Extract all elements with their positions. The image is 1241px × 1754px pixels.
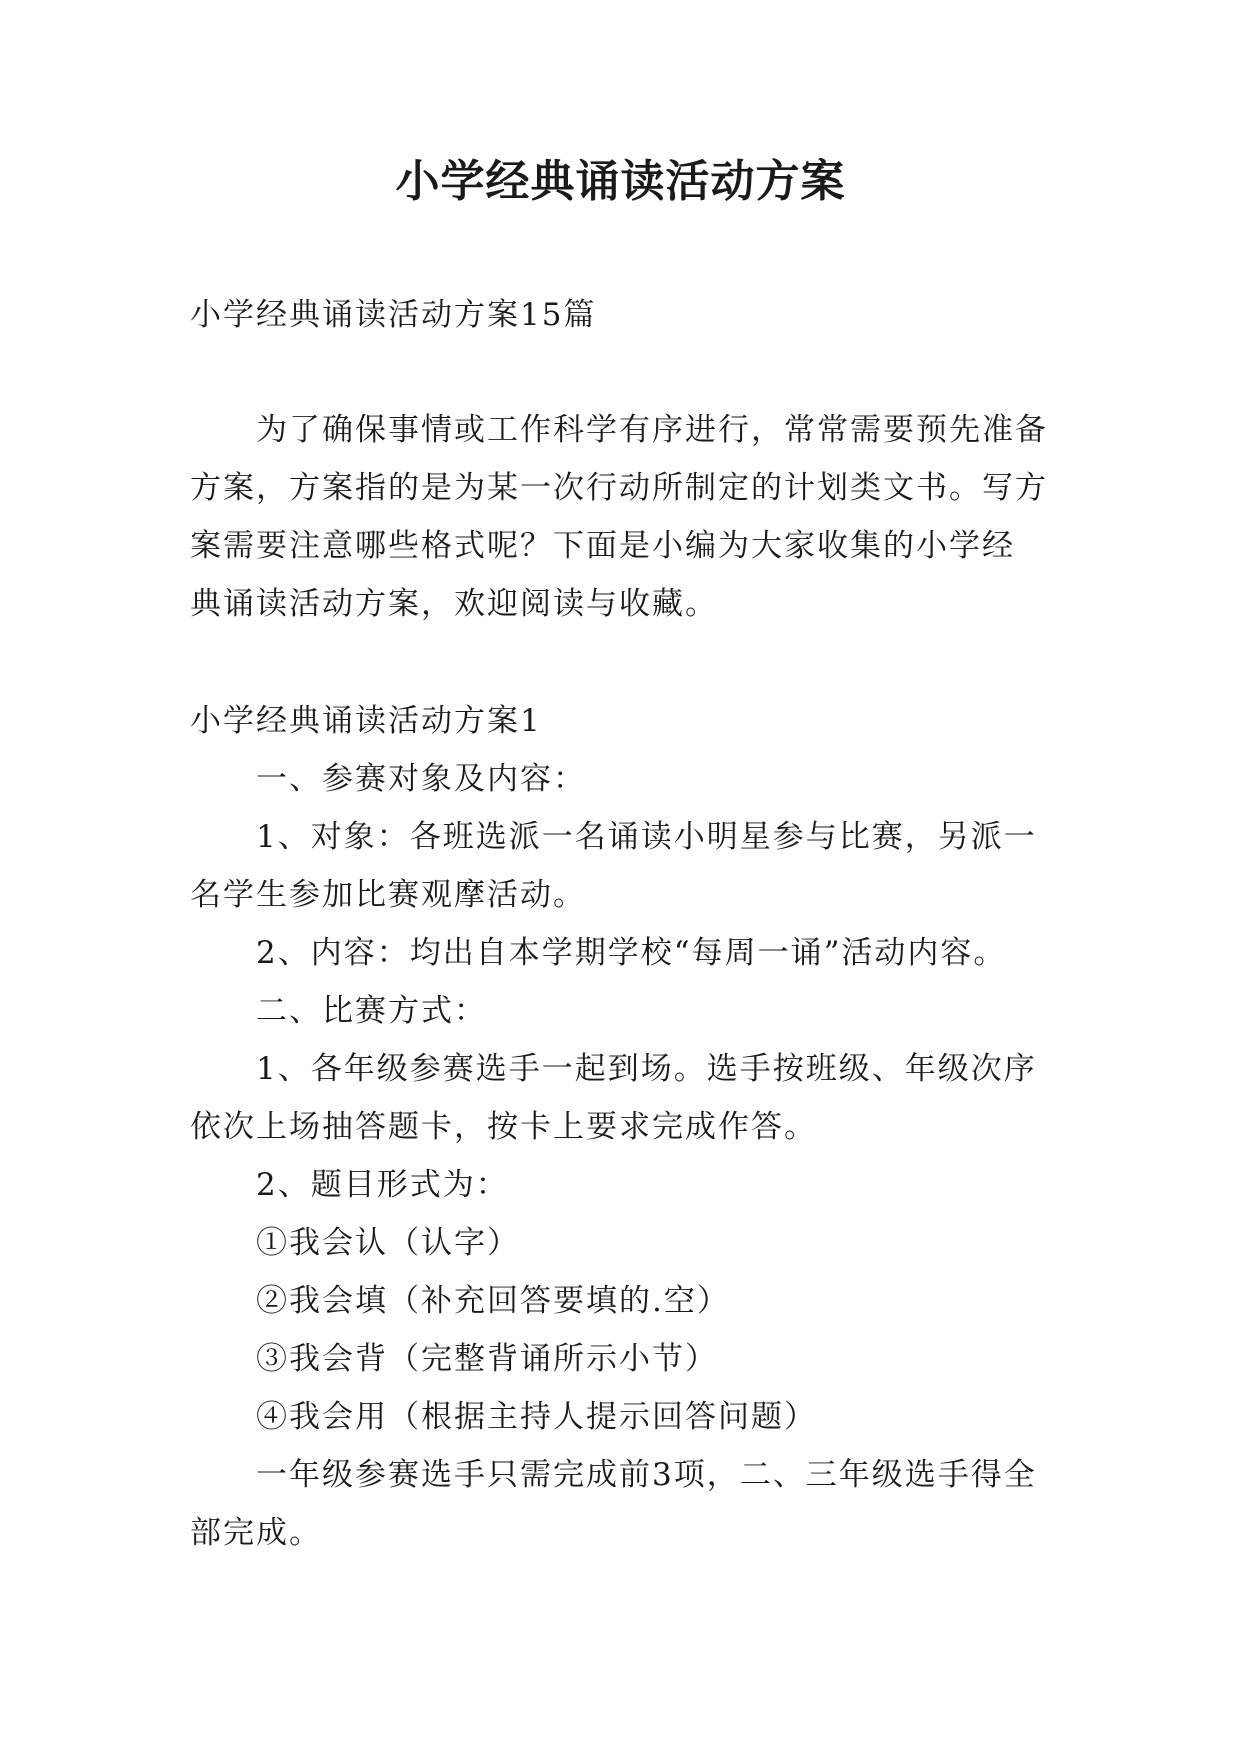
- intro-line-3: 案需要注意哪些格式呢？下面是小编为大家收集的小学经: [190, 528, 1015, 564]
- body-line-7: 依次上场抽答题卡，按卡上要求完成作答。: [190, 1109, 817, 1145]
- body-line-3: 名学生参加比赛观摩活动。: [190, 877, 586, 913]
- body-line-12: ④我会用（根据主持人提示回答问题）: [256, 1399, 817, 1435]
- body-line-1: 一、参赛对象及内容：: [256, 761, 586, 797]
- body-line-5: 二、比赛方式：: [256, 993, 487, 1029]
- body-line-10: ②我会填（补充回答要填的.空）: [256, 1283, 730, 1319]
- body-line-6: 1、各年级参赛选手一起到场。选手按班级、年级次序: [256, 1051, 1037, 1087]
- body-line-8: 2、题目形式为：: [256, 1167, 509, 1203]
- intro-line-2: 方案，方案指的是为某一次行动所制定的计划类文书。写方: [190, 470, 1048, 506]
- body-line-2: 1、对象：各班选派一名诵读小明星参与比赛，另派一: [256, 819, 1037, 855]
- body-line-14: 部完成。: [190, 1515, 322, 1551]
- body-line-13: 一年级参赛选手只需完成前3项，二、三年级选手得全: [256, 1457, 1037, 1493]
- body-line-9: ①我会认（认字）: [256, 1225, 520, 1261]
- body-line-11: ③我会背（完整背诵所示小节）: [256, 1341, 718, 1377]
- intro-line-4: 典诵读活动方案，欢迎阅读与收藏。: [190, 586, 718, 622]
- body-line-4: 2、内容：均出自本学期学校“每周一诵”活动内容。: [256, 935, 1007, 971]
- intro-line-1: 为了确保事情或工作科学有序进行，常常需要预先准备: [256, 412, 1048, 448]
- document-title: 小学经典诵读活动方案: [395, 156, 846, 207]
- section-heading: 小学经典诵读活动方案1: [190, 703, 542, 739]
- document-subtitle: 小学经典诵读活动方案15篇: [190, 297, 597, 333]
